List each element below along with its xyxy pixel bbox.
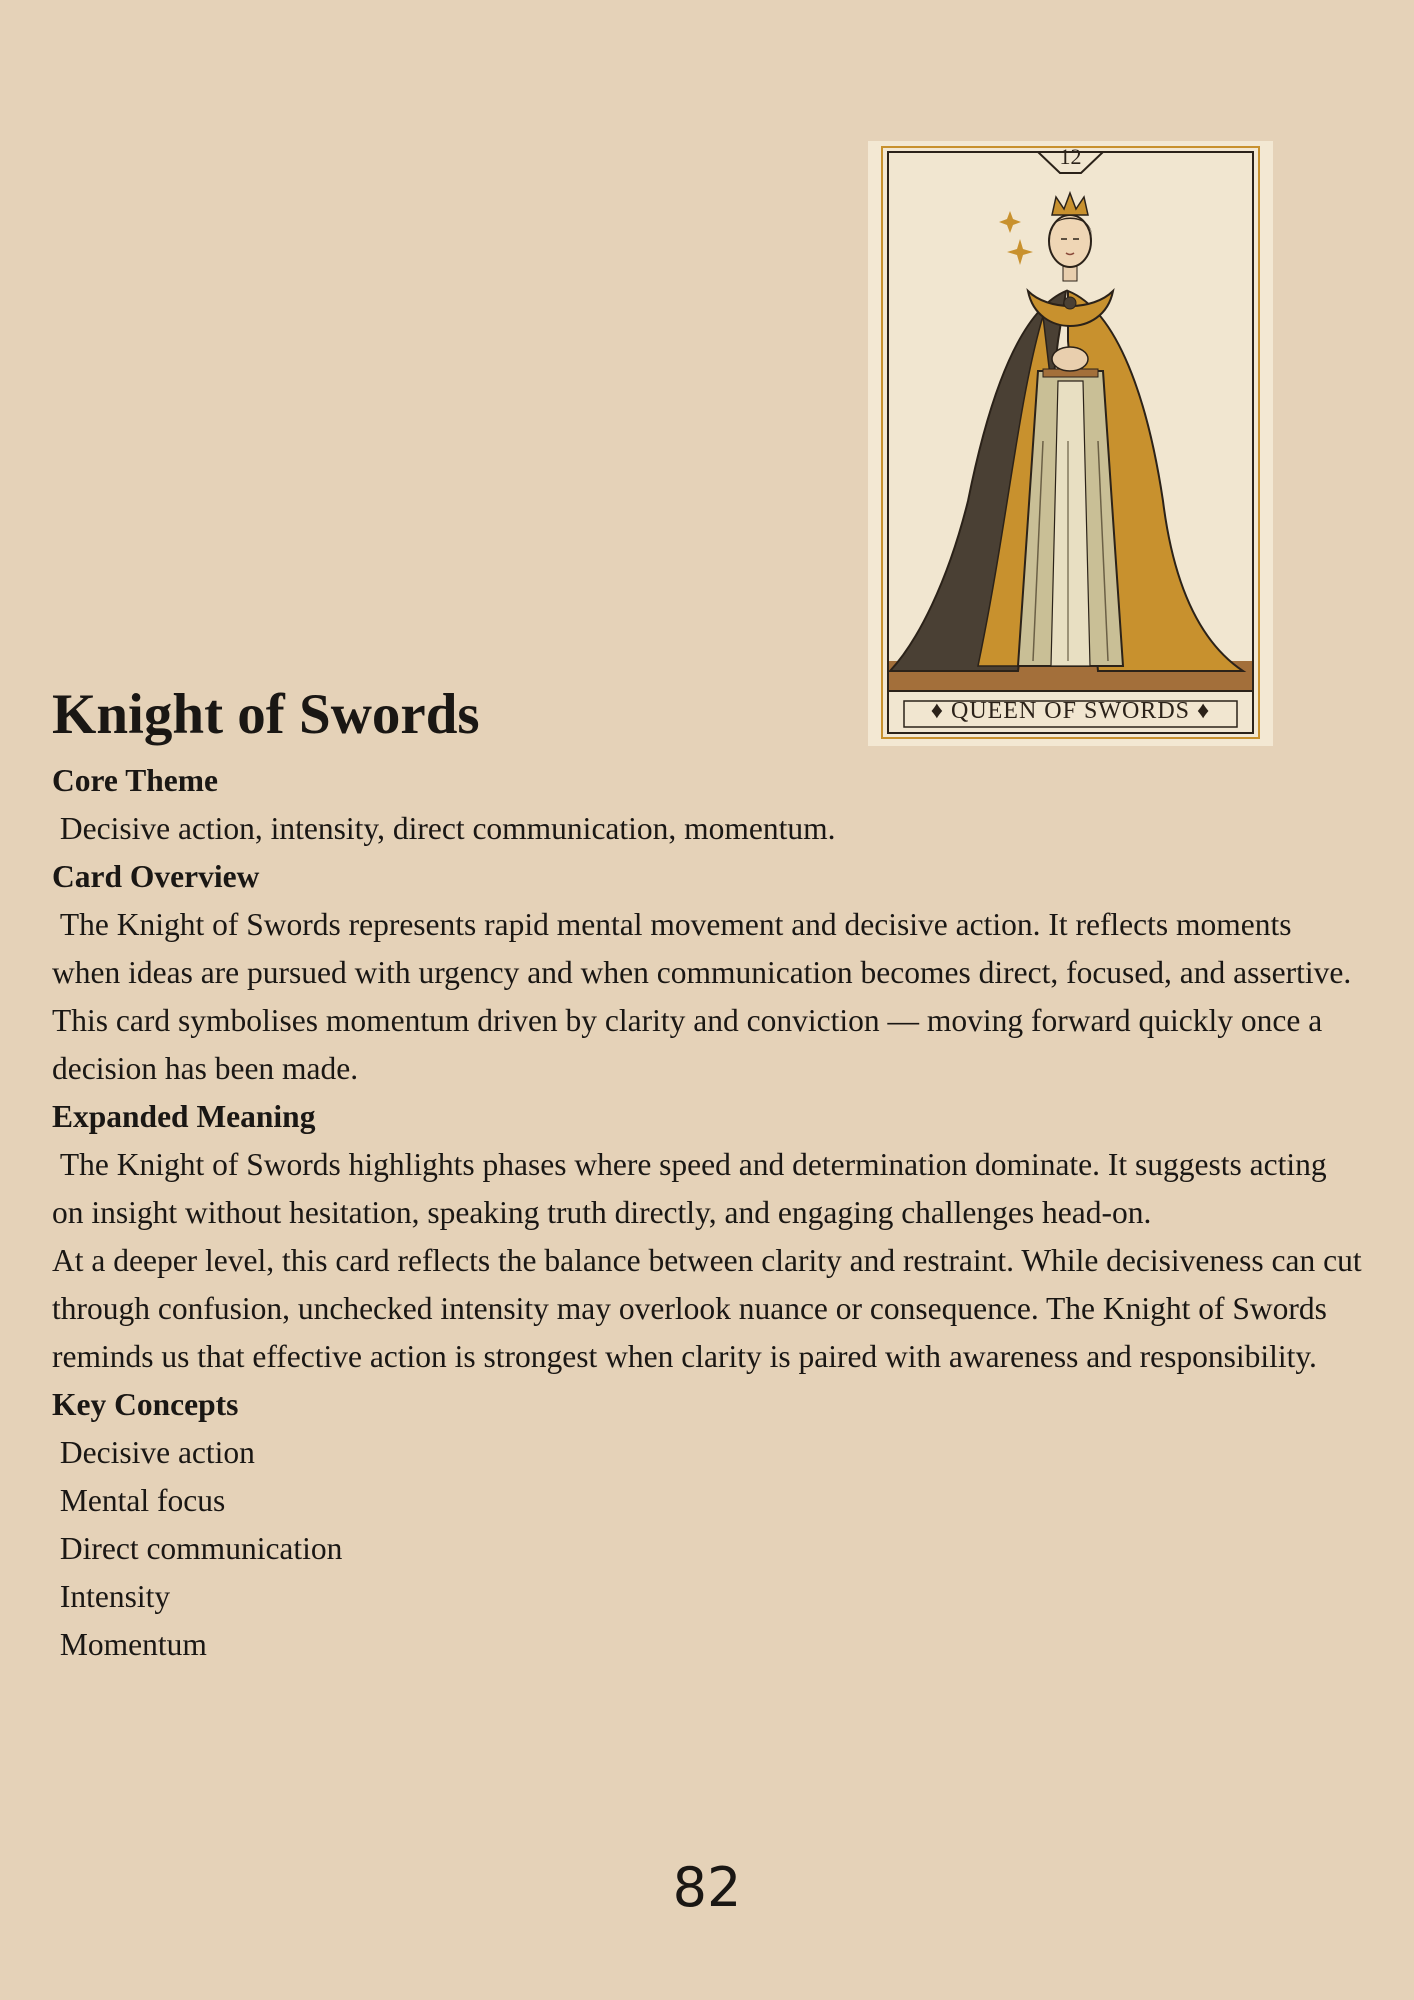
list-item: Momentum: [52, 1627, 207, 1662]
page-number: 82: [672, 1856, 742, 1919]
expanded-meaning-heading: Expanded Meaning: [52, 1099, 316, 1134]
key-concepts-heading: Key Concepts: [52, 1387, 239, 1422]
core-theme-text: Decisive action, intensity, direct communication, momentum.: [52, 811, 836, 846]
list-item: Intensity: [52, 1579, 171, 1614]
core-theme-heading: Core Theme: [52, 763, 218, 798]
key-concepts-list: [52, 1429, 1362, 1669]
card-overview-paragraph-2: This card symbolises momentum driven by clarity and conviction — moving forward quickly once a decision has been made.: [52, 1003, 1323, 1086]
card-overview-paragraph-1: The Knight of Swords represents rapid mental movement and decisive action. It reflects moments when ideas are pursued with urgency and when communication becomes direct, focused, and assertive.: [52, 907, 1352, 990]
list-item: Direct communication: [52, 1531, 343, 1566]
card-number: 12: [1059, 144, 1082, 169]
page-title: Knight of Swords: [52, 683, 480, 746]
tarot-card-illustration: [868, 141, 1273, 746]
queen-of-swords-artwork: [868, 141, 1273, 746]
expanded-meaning-paragraph-1: The Knight of Swords highlights phases where speed and determination dominate. It suggests acting on insight without hesitation, speaking truth directly, and engaging challenges head-on.: [52, 1147, 1335, 1230]
list-item: Mental focus: [52, 1483, 226, 1518]
expanded-meaning-paragraph-2: At a deeper level, this card reflects the balance between clarity and restraint. While decisiveness can cut through confusion, unchecked intensity may overlook nuance or consequence. The Knight of Swords reminds us that effective action is strongest when clarity is paired with awareness and responsibility.: [52, 1243, 1362, 1374]
list-item: Decisive action: [52, 1435, 255, 1470]
card-overview-heading: Card Overview: [52, 859, 260, 894]
card-label: ♦ QUEEN OF SWORDS ♦: [930, 698, 1211, 724]
card-description: [52, 757, 1362, 1669]
